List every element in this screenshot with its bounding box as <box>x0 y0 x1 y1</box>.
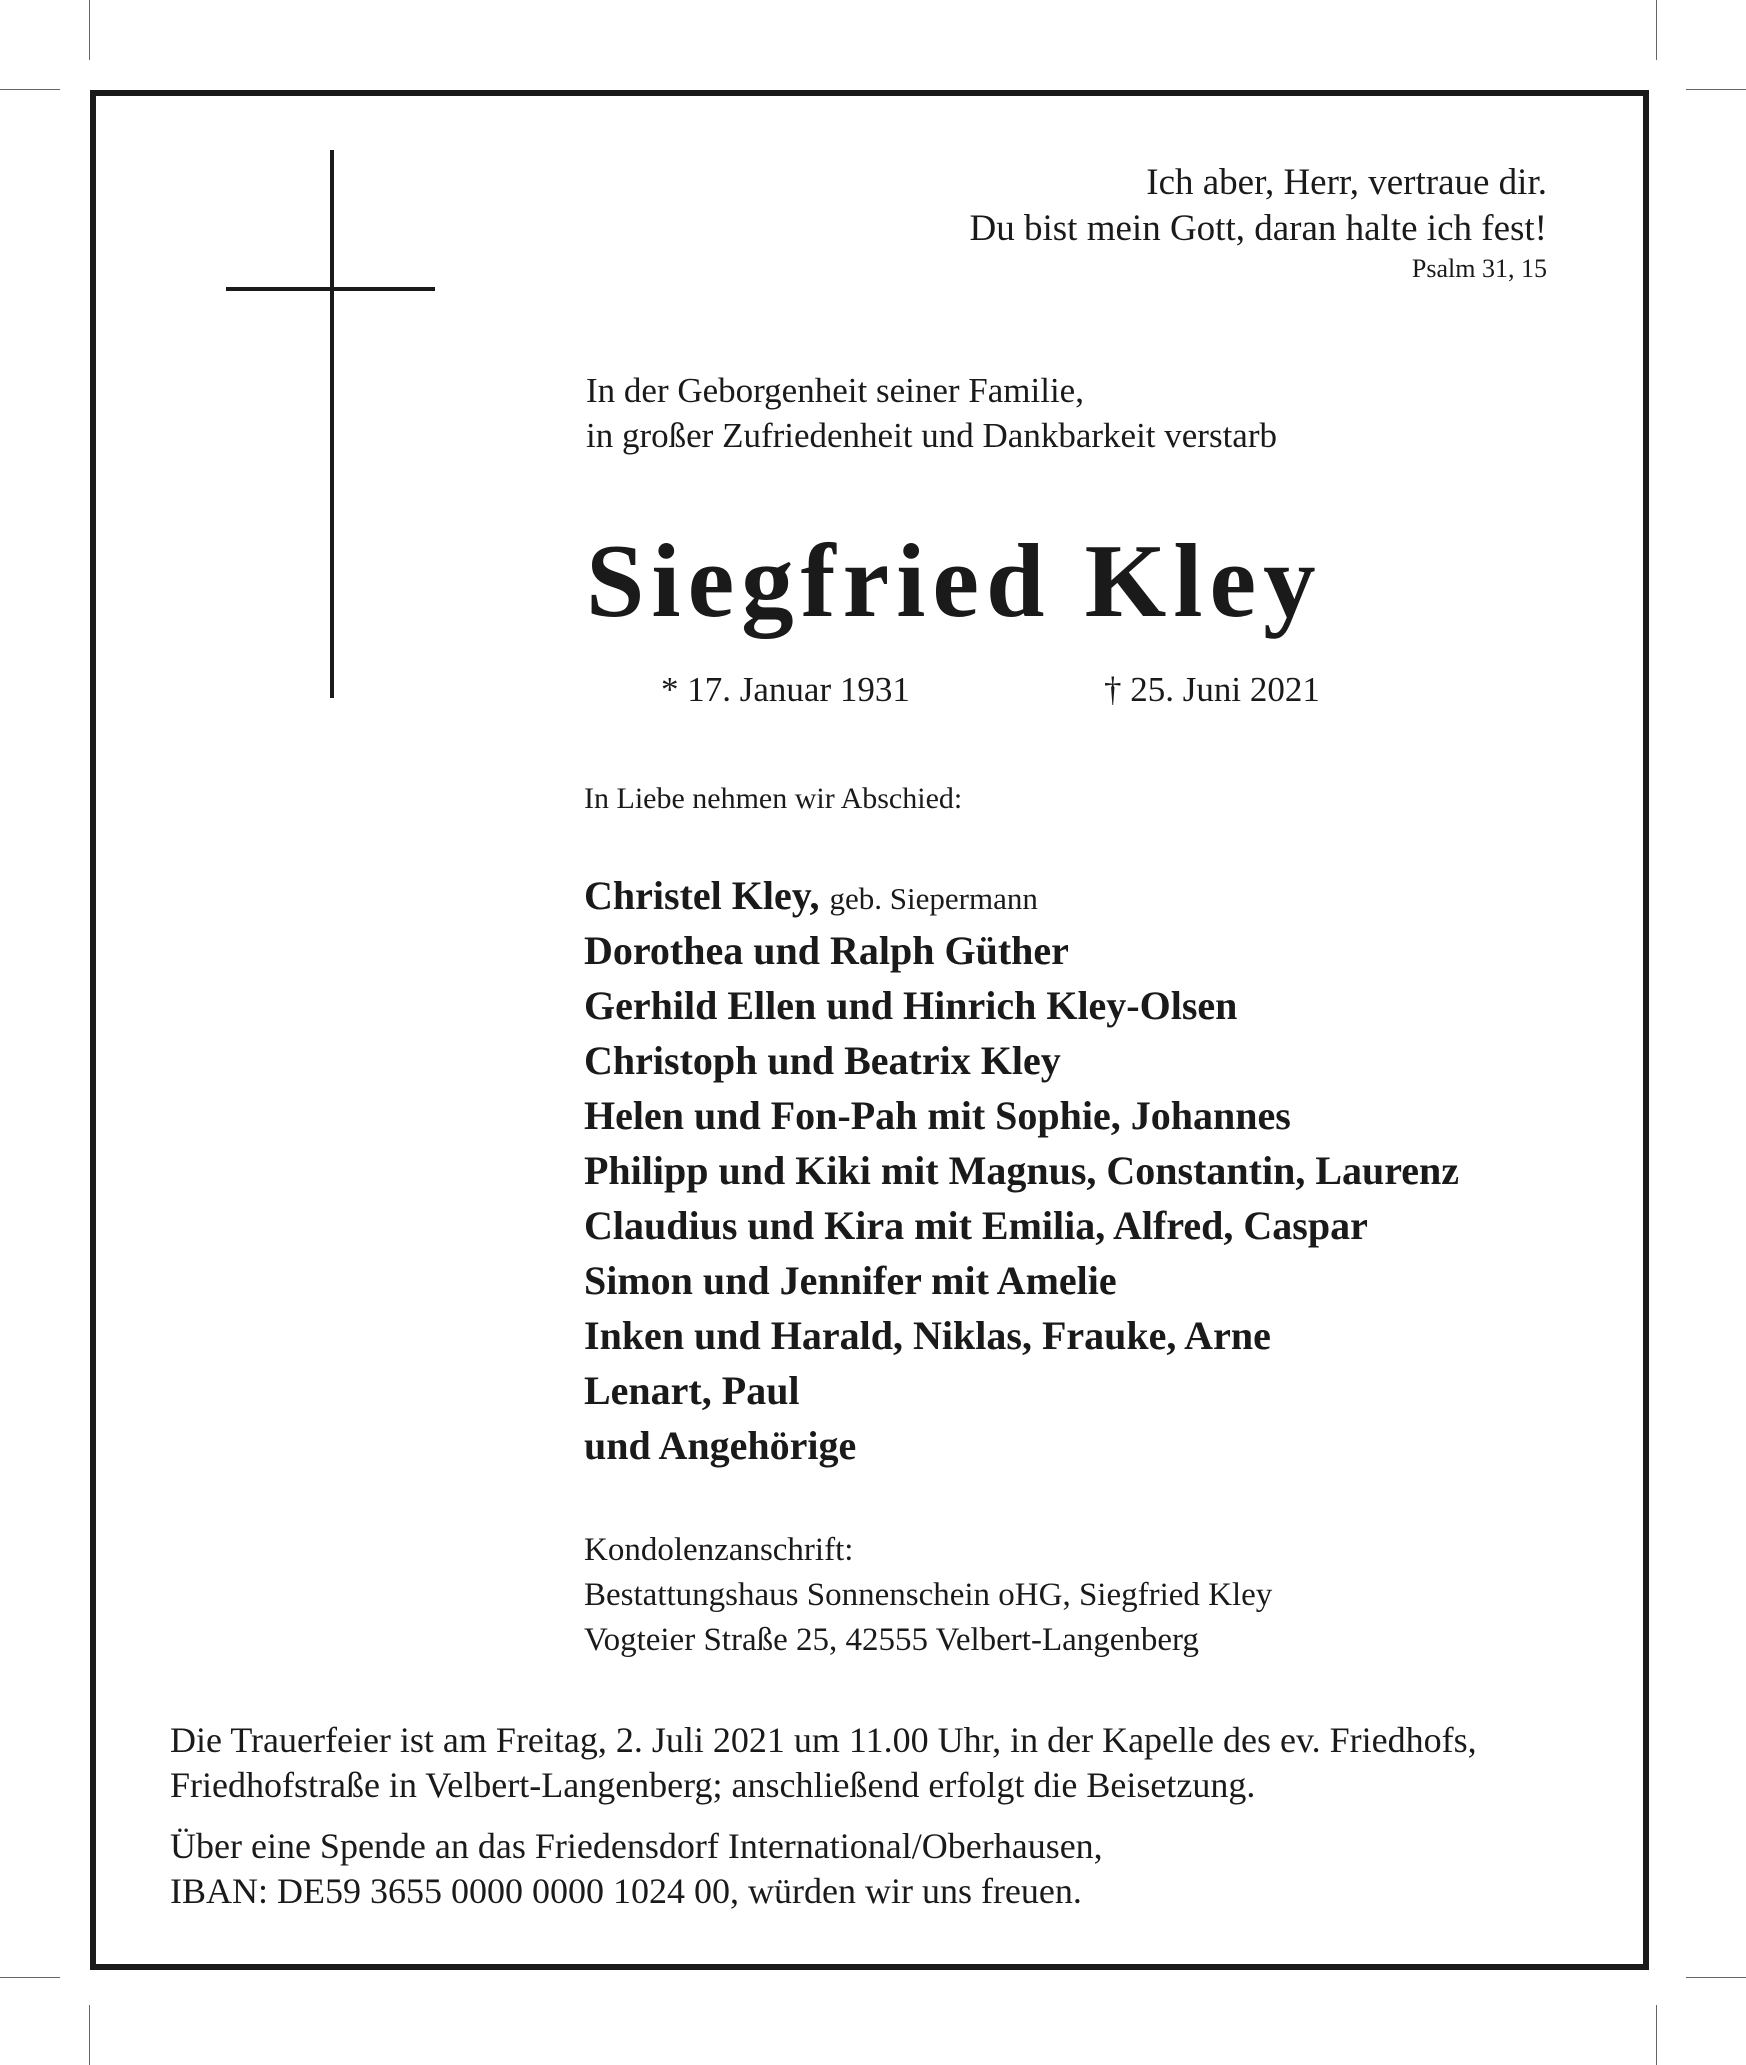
condolence-label: Kondolenzanschrift: <box>584 1532 854 1568</box>
crop-mark-left-bottom <box>0 1977 60 1978</box>
mourner-row: Simon und Jennifer mit Amelie <box>584 1258 1117 1303</box>
crop-mark-left-top <box>0 89 60 90</box>
crop-mark-right-bottom <box>1686 1977 1746 1978</box>
mourner-maiden-name: geb. Siepermann <box>829 881 1038 916</box>
funeral-service-info <box>170 1718 1477 1808</box>
crop-mark-right-top <box>1686 89 1746 90</box>
crop-mark-top-right <box>1656 0 1657 60</box>
mourner-row: Philipp und Kiki mit Magnus, Constantin, Laurenz <box>584 1148 1460 1193</box>
cross-horizontal-bar <box>226 287 435 291</box>
mourner-row <box>584 868 1459 923</box>
mourner-row: und Angehörige <box>584 1423 857 1468</box>
donation-line-1: Über eine Spende an das Friedensdorf International/Oberhausen, <box>170 1826 1103 1866</box>
crop-mark-bottom-left <box>89 2005 90 2065</box>
deceased-name: Siegfried Kley <box>586 522 1323 639</box>
condolence-address <box>584 1528 1272 1663</box>
intro-text <box>586 368 1277 458</box>
farewell-heading: In Liebe nehmen wir Abschied: <box>584 782 963 815</box>
mourner-row: Claudius und Kira mit Emilia, Alfred, Caspar <box>584 1203 1368 1248</box>
intro-line-2: in großer Zufriedenheit und Dankbarkeit verstarb <box>586 416 1277 455</box>
verse-line-1: Ich aber, Herr, vertraue dir. <box>1146 162 1547 203</box>
verse-reference: Psalm 31, 15 <box>1411 254 1547 283</box>
verse-line-2: Du bist mein Gott, daran halte ich fest! <box>969 208 1547 249</box>
donation-line-2: IBAN: DE59 3655 0000 0000 1024 00, würden wir uns freuen. <box>170 1871 1082 1911</box>
donation-info <box>170 1824 1103 1914</box>
crop-mark-bottom-right <box>1656 2005 1657 2065</box>
bible-verse <box>970 160 1547 252</box>
mourner-name: Christel Kley, <box>584 873 820 918</box>
obituary-frame <box>90 90 1649 1970</box>
mourner-row: Lenart, Paul <box>584 1368 800 1413</box>
service-line-1: Die Trauerfeier ist am Freitag, 2. Juli 2021 um 11.00 Uhr, in der Kapelle des ev. Friedhofs, <box>170 1720 1477 1760</box>
condolence-line-1: Bestattungshaus Sonnenschein oHG, Siegfried Kley <box>584 1577 1273 1613</box>
mourner-row: Dorothea und Ralph Güther <box>584 928 1069 973</box>
death-date: † 25. Juni 2021 <box>1104 670 1320 709</box>
intro-line-1: In der Geborgenheit seiner Familie, <box>586 371 1084 410</box>
birth-date: * 17. Januar 1931 <box>661 670 910 709</box>
mourners-list <box>584 868 1459 1473</box>
mourner-row: Inken und Harald, Niklas, Frauke, Arne <box>584 1313 1271 1358</box>
crop-mark-top-left <box>89 0 90 60</box>
condolence-line-2: Vogteier Straße 25, 42555 Velbert-Langenberg <box>584 1622 1199 1658</box>
mourner-row: Gerhild Ellen und Hinrich Kley-Olsen <box>584 983 1238 1028</box>
service-line-2: Friedhofstraße in Velbert-Langenberg; anschließend erfolgt die Beisetzung. <box>170 1765 1256 1805</box>
cross-vertical-bar <box>330 150 334 698</box>
mourner-row: Helen und Fon-Pah mit Sophie, Johannes <box>584 1093 1291 1138</box>
mourner-row: Christoph und Beatrix Kley <box>584 1038 1061 1083</box>
